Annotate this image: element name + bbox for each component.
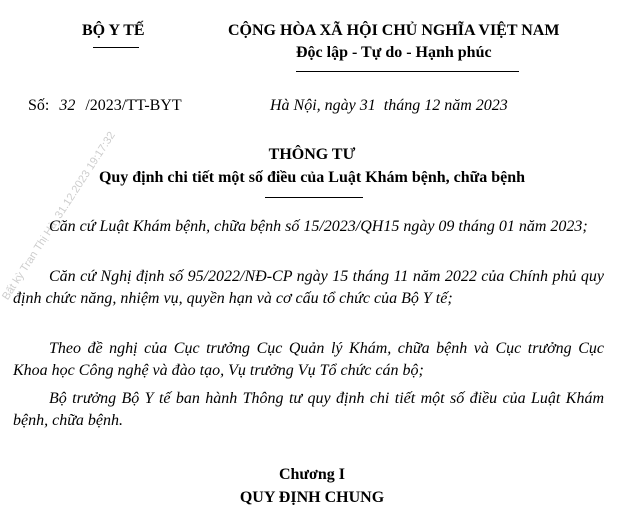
country-name: CỘNG HÒA XÃ HỘI CHỦ NGHĨA VIỆT NAM bbox=[228, 22, 560, 39]
place-and-date bbox=[270, 97, 508, 115]
preamble-paragraph: Căn cứ Nghị định số 95/2022/NĐ-CP ngày 15 tháng 11 năm 2022 của Chính phủ quy định chức năng, nhiệm vụ, quyền hạn và cơ cấu tổ chức của Bộ Y tế; bbox=[13, 268, 604, 307]
subject-underline bbox=[265, 197, 363, 198]
issuing-organization: BỘ Y TẾ bbox=[82, 22, 145, 39]
date-month: 12 bbox=[424, 97, 441, 114]
chapter-title: QUY ĐỊNH CHUNG bbox=[239, 489, 385, 506]
issuer-underline bbox=[93, 47, 139, 48]
date-year: năm 2023 bbox=[444, 97, 508, 114]
document-number bbox=[28, 97, 182, 115]
doc-number-prefix: Số: bbox=[28, 97, 50, 114]
doc-number-value: 32 bbox=[59, 97, 76, 114]
doc-number-suffix: /2023/TT-BYT bbox=[85, 97, 182, 114]
document-type-title: THÔNG TƯ bbox=[268, 146, 356, 163]
motto-underline bbox=[296, 71, 519, 72]
national-motto: Độc lập - Tự do - Hạnh phúc bbox=[296, 44, 492, 61]
preamble-paragraph: Căn cứ Luật Khám bệnh, chữa bệnh số 15/2023/QH15 ngày 09 tháng 01 năm 2023; bbox=[49, 218, 588, 235]
preamble-paragraph: Theo đề nghị của Cục trưởng Cục Quản lý Khám, chữa bệnh và Cục trưởng Cục Khoa học Công nghệ và đào tạo, Vụ trưởng Vụ Tổ chức cán bộ; bbox=[13, 340, 604, 379]
date-day: 31 bbox=[359, 97, 376, 114]
digital-signature-watermark: Bất kỳ Tran Thị Hà_31.12.2023 19:17:32 bbox=[0, 129, 118, 303]
place-prefix: Hà Nội, ngày bbox=[270, 97, 356, 114]
preamble-paragraph: Bộ trưởng Bộ Y tế ban hành Thông tư quy định chi tiết một số điều của Luật Khám bệnh, chữa bệnh. bbox=[13, 390, 604, 429]
chapter-number: Chương I bbox=[278, 466, 346, 483]
month-label: tháng bbox=[383, 97, 421, 114]
document-subject: Quy định chi tiết một số điều của Luật Khám bệnh, chữa bệnh bbox=[98, 169, 526, 186]
